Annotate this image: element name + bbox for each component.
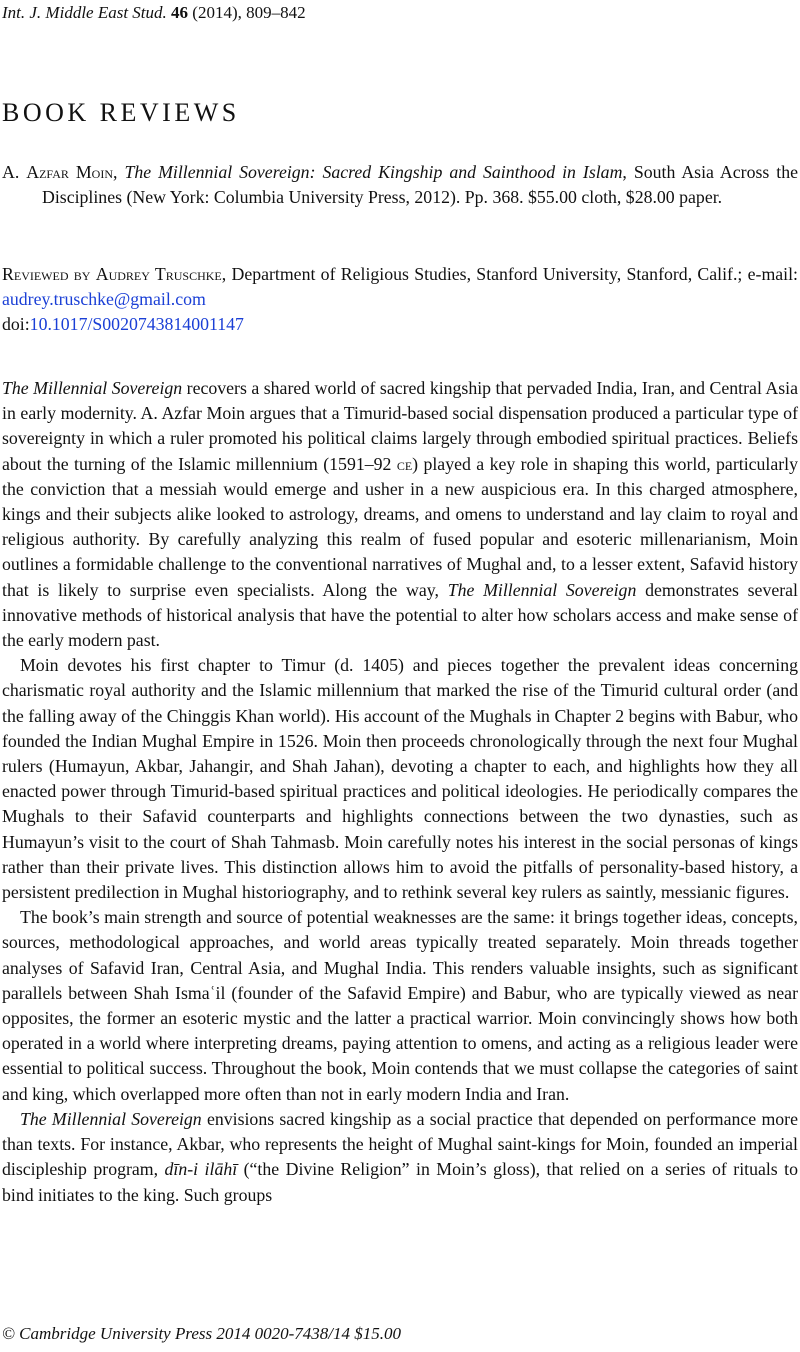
paragraph-1: [2, 376, 798, 653]
foreign-term: dīn-i ilāhī: [164, 1159, 238, 1180]
paragraph-1-text-c: demonstrates several innovative methods of historical analysis that have the potential to alter how scholars access and make sense of the early modern past.: [2, 579, 798, 651]
paragraph-2: Moin devotes his first chapter to Timur (d. 1405) and pieces together the prevalent ideas concerning charismatic royal authority and the Islamic millennium that marked the rise of the Timurid cultural order (and the falling away of the Chinggis Khan world). His account of the Mughals in Chapter 2 begins with Babur, who founded the Indian Mughal Empire in 1526. Moin then proceeds chronologically through the next four Mughal rulers (Humayun, Akbar, Jahangir, and Shah Jahan), devoting a chapter to each, and highlights how they all enacted power through Timurid-based spiritual practices and political ideologies. He periodically compares the Mughals to their Safavid counterparts and highlights connections between the two dynasties, such as Humayun’s visit to the court of Shah Tahmasb. Moin carefully notes his interest in the social personas of kings rather than their private lives. This distinction allows him to avoid the pitfalls of personality-based history, a persistent predilection in Mughal historiography, and to rethink several key rulers as saintly, messianic figures.: [2, 655, 798, 903]
copyright-footer: © Cambridge University Press 2014 0020-7438/14 $15.00: [2, 1324, 402, 1343]
paragraph-3: The book’s main strength and source of potential weaknesses are the same: it brings together ideas, concepts, sources, methodological approaches, and world areas typically treated separately. Moin threads together analyses of Safavid Iran, Central Asia, and Mughal India. This renders valuable insights, such as significant parallels between Shah Ismaʿil (founder of the Safavid Empire) and Babur, who are typically viewed as near opposites, the former an esoteric mystic and the latter a practical warrior. Moin convincingly shows how both operated in a world where interpreting dreams, paying attention to omens, and acting as a religious leader were essential to political success. Throughout the book, Moin contends that we must collapse the categories of saint and king, which overlapped more often than not in early modern India and Iran.: [2, 907, 798, 1104]
paragraph-1-text-b: ) played a key role in shaping this world, particularly the conviction that a messiah would emerge and usher in a new auspicious era. In this charged atmosphere, kings and their subjects alike looked to astrology, dreams, and omens to understand and lay claim to royal and religious authority. By carefully analyzing this realm of fused popular and esoteric millenarianism, Moin outlines a formidable challenge to the conventional narratives of Mughal and, to a lesser extent, Safavid history that is likely to surprise even specialists. Along the way,: [2, 453, 798, 600]
author-initial: A.: [2, 162, 27, 182]
year-pages: (2014), 809–842: [192, 3, 306, 22]
book-title: The Millennial Sovereign: Sacred Kingship and Sainthood in Islam: [124, 162, 623, 182]
paragraph-4-text-b: (“the Divine Religion” in Moin’s gloss), that relied on a series of rituals to bind initiates to the king. Such groups: [2, 1159, 798, 1205]
publication-details: , South Asia Across the Disciplines (New York: Columbia University Press, 2012). Pp. 368. $55.00 cloth, $28.00 paper.: [42, 162, 799, 207]
book-title-ref: The Millennial Sovereign: [20, 1108, 202, 1129]
citation-separator: ,: [113, 162, 125, 182]
paragraph-1-text-a: recovers a shared world of sacred kingship that pervaded India, Iran, and Central Asia in early modernity. A. Azfar Moin argues that a Timurid-based social dispensation produced a particular type of sovereignty in which a ruler promoted his political claims largely through embodied spiritual practices. Beliefs about the turning of the Islamic millennium (1591–92: [2, 378, 798, 474]
doi-link[interactable]: 10.1017/S0020743814001147: [29, 314, 244, 334]
section-title: BOOK REVIEWS: [2, 98, 240, 127]
reviewer-email-link[interactable]: audrey.truschke@gmail.com: [2, 289, 206, 309]
review-body: [2, 376, 798, 1208]
paragraph-4: [2, 1107, 798, 1208]
reviewer-affiliation: , Department of Religious Studies, Stanford University, Stanford, Calif.; e-mail:: [221, 264, 798, 284]
running-head: [2, 2, 306, 24]
era-abbrev: ce: [396, 453, 413, 474]
journal-name: Int. J. Middle East Stud.: [2, 3, 167, 22]
doi-label: doi:: [2, 314, 30, 334]
book-title-ref: The Millennial Sovereign: [2, 378, 183, 398]
book-citation: [2, 160, 798, 210]
reviewer-info: [2, 262, 798, 337]
reviewer-name: Audrey Truschke: [95, 264, 222, 284]
reviewed-by-label: Reviewed by: [2, 264, 91, 284]
paragraph-4-text-a: envisions sacred kingship as a social practice that depended on performance more than texts. For instance, Akbar, who represents the height of Mughal saint-kings for Moin, founded an imperial discipleship program,: [2, 1108, 798, 1180]
book-title-ref: The Millennial Sovereign: [447, 579, 637, 600]
volume-number: 46: [171, 3, 189, 22]
author-name: Azfar Moin: [26, 162, 114, 182]
